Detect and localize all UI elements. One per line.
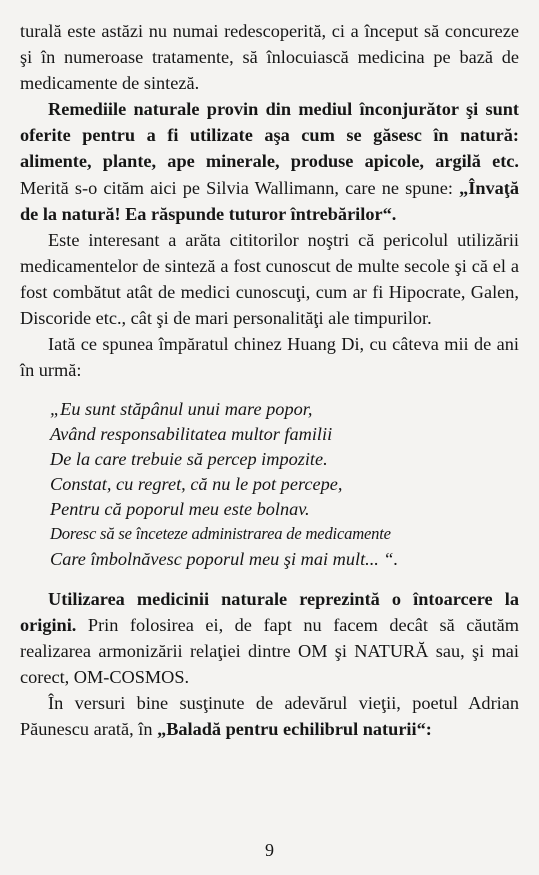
paragraph-natural-medicine-origins [20,586,519,690]
origins-text: Prin folosirea ei, de fapt nu facem decât să căutăm realizarea armonizării relaţiei dintre OM şi NATURĂ sau, şi mai corect, OM-COSMOS. [20,614,519,687]
poem-line: Constat, cu regret, că nu le pot percepe, [50,474,343,495]
bold-lead-origins: Utilizarea medicinii naturale reprezintă o întoarcere la origini. [20,588,519,635]
page-number: 9 [265,840,274,860]
wallimann-quote: „Învaţă de la natură! Ea răspunde tuturor întrebărilor“. [20,177,519,224]
paragraph-paunescu-ballad [20,690,519,742]
paragraph-huang-di-intro: Iată ce spunea împăratul chinez Huang Di, cu câteva mii de ani în urmă: [20,334,519,381]
poem-line: Pentru că poporul meu este bolnav. [50,498,310,519]
page-body [20,18,519,742]
paragraph-synthetic-drugs-danger: Este interesant a arăta cititorilor noştri că pericolul utilizării medicamentelor de sinteză a fost cunoscut de multe secole şi că el a fost combătut atât de medici cunoscuţi, cum ar fi Hipocrate, Galen, Discoride etc., cât şi de mari personalităţi ale timpurilor. [20,229,519,329]
huang-di-quote [50,397,519,571]
ballad-title: „Baladă pentru echilibrul naturii“: [157,719,432,740]
paragraph-continuation: turală este astăzi nu numai redescoperită, ci a început să concureze şi în numeroase tratamente, să înlocuiască medicina pe bază de medicamente de sinteză. [20,21,519,94]
paunescu-intro: În versuri bine susţinute de adevărul vieţii, poetul Adrian Păunescu arată, în [20,693,519,740]
wallimann-intro: Merită s-o cităm aici pe Silvia Wallimann, care ne spune: [20,177,460,198]
poem-line: „Eu sunt stăpânul unui mare popor, [50,399,313,420]
paragraph-natural-remedies [20,96,519,226]
poem-line: Care îmbolnăvesc poporul meu şi mai mult... “. [50,548,399,569]
poem-line: Doresc să se înceteze administrarea de medicamente [50,523,391,543]
bold-lead-natural-remedies: Remediile naturale provin din mediul înconjurător şi sunt oferite pentru a fi utilizate aşa cum se găsesc în natură: alimente, plante, ape minerale, produse apicole, argilă etc. [20,99,519,172]
poem-line: Având responsabilitatea multor familii [50,424,333,445]
poem-line: De la care trebuie să percep impozite. [50,449,328,470]
